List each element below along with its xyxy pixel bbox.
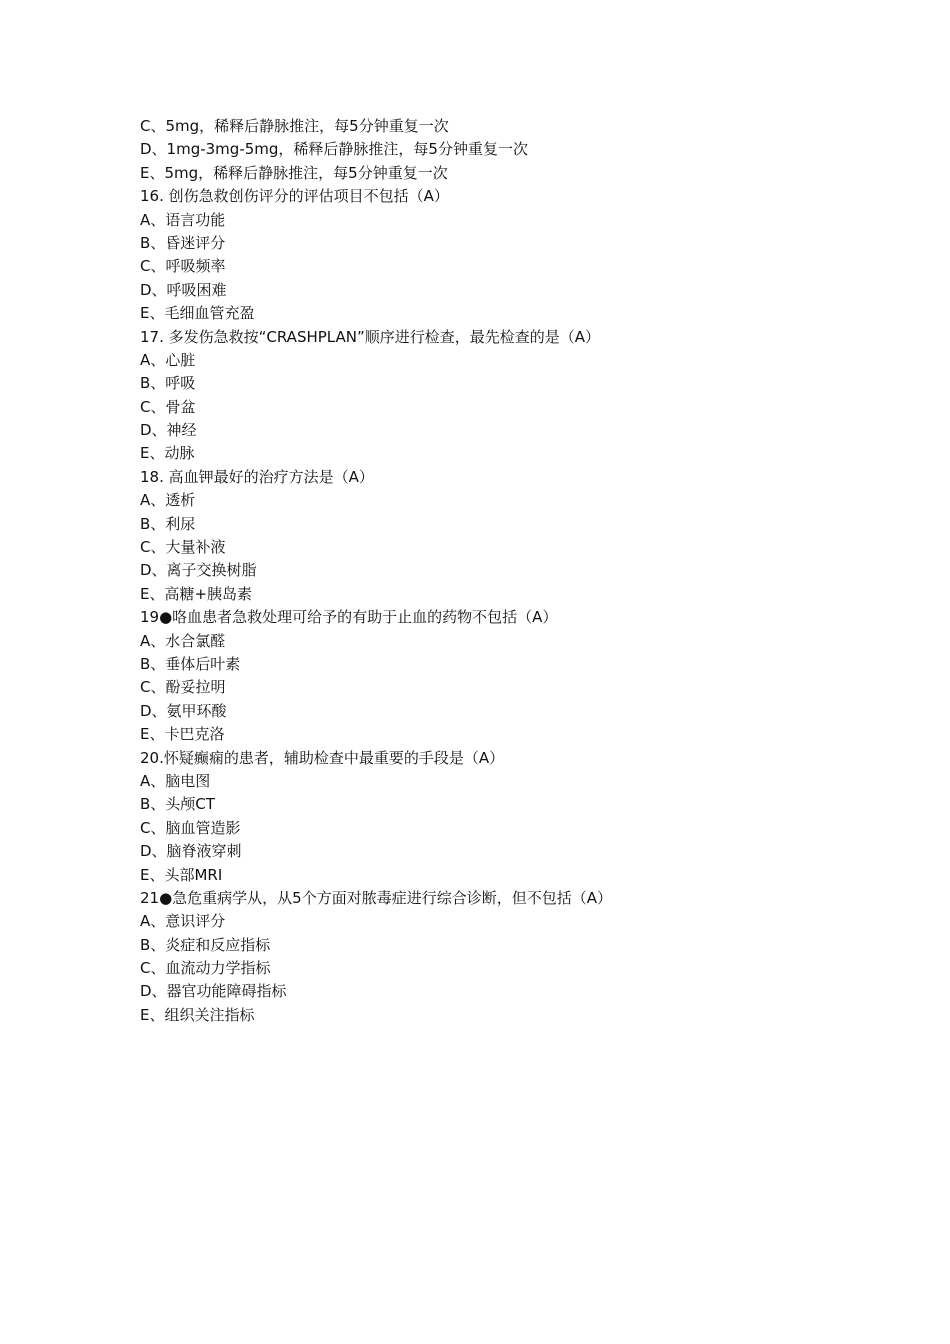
option-line: A、意识评分 [140,912,226,931]
option-line: E、头部MRI [140,865,223,884]
question-19: 19●咯血患者急救处理可给予的有助于止血的药物不包括（A） [140,608,558,627]
option-line: B、利尿 [140,514,196,533]
option-line: B、呼吸 [140,374,196,393]
option-line: C、骨盆 [140,397,196,416]
option-line: E、卡巴克洛 [140,725,225,744]
option-line: B、昏迷评分 [140,233,226,252]
option-line: D、1mg-3mg-5mg，稀释后静脉推注，每5分钟重复一次 [140,140,528,159]
option-line: E、高糖+胰岛素 [140,584,253,603]
option-line: C、脑血管造影 [140,818,241,837]
option-line: E、5mg，稀释后静脉推注，每5分钟重复一次 [140,163,448,182]
option-line: E、动脉 [140,444,195,463]
option-line: C、酚妥拉明 [140,678,226,697]
option-line: A、心脏 [140,350,196,369]
option-line: C、血流动力学指标 [140,959,271,978]
option-line: B、炎症和反应指标 [140,935,271,954]
question-20: 20.怀疑癫痫的患者，辅助检查中最重要的手段是（A） [140,748,505,767]
option-line: A、语言功能 [140,210,226,229]
option-line: A、透析 [140,491,196,510]
option-line: A、水合氯醛 [140,631,226,650]
option-line: C、呼吸频率 [140,257,226,276]
option-line: E、组织关注指标 [140,1005,255,1024]
option-line: D、神经 [140,421,197,440]
question-16: 16. 创伤急救创伤评分的评估项目不包括（A） [140,187,449,206]
option-line: C、大量补液 [140,538,226,557]
document-body [140,115,630,1027]
option-line: D、器官功能障碍指标 [140,982,287,1001]
option-line: C、5mg，稀释后静脉推注，每5分钟重复一次 [140,117,449,135]
option-line: B、垂体后叶素 [140,655,241,673]
question-17: 17. 多发伤急救按“CRASHPLAN”顺序进行检查，最先检查的是（A） [140,327,601,346]
question-18: 18. 高血钾最好的治疗方法是（A） [140,467,374,486]
option-line: A、脑电图 [140,771,211,790]
option-line: B、头颅CT [140,795,215,814]
option-line: D、脑脊液穿刺 [140,842,242,861]
option-line: D、呼吸困难 [140,280,227,299]
option-line: D、离子交换树脂 [140,561,257,580]
option-line: D、氨甲环酸 [140,701,227,720]
question-21: 21●急危重病学从，从5个方面对脓毒症进行综合诊断，但不包括（A） [140,888,612,907]
option-line: E、毛细血管充盈 [140,304,255,323]
